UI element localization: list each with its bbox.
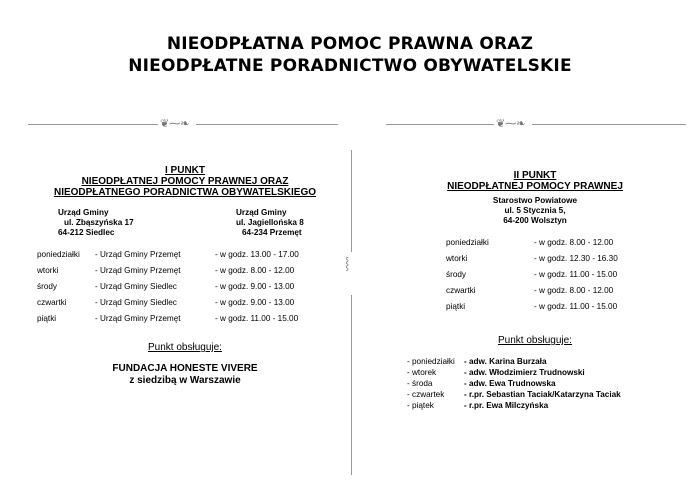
address-line: Urząd Gminy [236,208,287,217]
punkt1-serviced-by-label: Punkt obsługuje: [148,342,222,353]
schedule-place: - Urząd Gminy Przemęt [95,314,181,323]
punkt1-heading-2: NIEODPŁATNEJ POMOCY PRAWNEJ ORAZ [81,176,289,187]
address-line: 64-200 Wolsztyn [503,216,567,225]
schedule-day: czwartki [446,286,476,295]
schedule-hours: - w godz. 12.30 - 16.30 [534,254,618,263]
staff-day: - środa [407,379,433,388]
punkt1-heading-1: I PUNKT [165,165,205,176]
schedule-hours: - w godz. 8.00 - 12.00 [534,238,614,247]
schedule-hours: - w godz. 9.00 - 13.00 [215,298,295,307]
flourish-icon: ❦⁓❧ [160,118,190,130]
flourish-icon: ❦⁓❧ [496,118,526,130]
schedule-hours: - w godz. 8.00 - 12.00 [534,286,614,295]
address-line: ul. 5 Stycznia 5, [504,206,566,215]
schedule-hours: - w godz. 11.00 - 15.00 [215,314,299,323]
schedule-day: środy [446,270,467,279]
ornament-divider-left [28,118,338,130]
vertical-divider [351,150,352,252]
page-title-line-2: NIEODPŁATNE PORADNICTWO OBYWATELSKIE [128,56,572,76]
schedule-place: - Urząd Gminy Przemęt [95,266,181,275]
schedule-day: środy [37,282,58,291]
staff-day: - poniedziałki [407,357,455,366]
staff-day: - piątek [407,401,434,410]
staff-name: - r.pr. Ewa Milczyńska [464,401,549,410]
punkt2-heading-2: NIEODPŁATNEJ POMOCY PRAWNEJ [447,181,623,192]
punkt1-organization [30,363,340,387]
punkt1-header [30,165,340,198]
address-line: ul. Zbąszyńska 17 [64,218,134,227]
staff-name: - adw. Karina Burzała [464,357,547,366]
staff-name: - adw. Ewa Trudnowska [464,379,556,388]
address-line: Starostwo Powiatowe [492,196,578,205]
schedule-day: piątki [446,302,466,311]
punkt1-address-left [58,208,134,238]
punkt2-address [380,196,690,226]
schedule-day: czwartki [37,298,67,307]
punkt1-heading-3: NIEODPŁATNEGO PORADNICTWA OBYWATELSKIEGO [53,187,317,198]
schedule-day: poniedziałki [37,250,80,259]
punkt2-heading-1: II PUNKT [513,170,557,181]
schedule-hours: - w godz. 11.00 - 15.00 [534,302,618,311]
schedule-hours: - w godz. 9.00 - 13.00 [215,282,295,291]
schedule-day: poniedziałki [446,238,489,247]
schedule-place: - Urząd Gminy Siedlec [95,298,177,307]
address-line: ul. Jagiellońska 8 [236,218,304,227]
schedule-place: - Urząd Gminy Siedlec [95,282,177,291]
schedule-hours: - w godz. 13.00 - 17.00 [215,250,299,259]
organization-name: FUNDACJA HONESTE VIVERE [112,363,258,374]
staff-day: - czwartek [407,390,445,399]
punkt2-serviced-by-label: Punkt obsługuje: [498,335,572,346]
vertical-divider [351,295,352,475]
address-line: 64-212 Siedlec [58,228,115,237]
ornament-divider-right [386,118,686,130]
staff-name: - adw. Włodzimierz Trudnowski [464,368,585,377]
schedule-hours: - w godz. 11.00 - 15.00 [534,270,618,279]
address-line: 64-234 Przemęt [242,228,302,237]
flourish-icon: ⸾ [345,256,350,270]
staff-day: - wtorek [407,368,437,377]
schedule-place: - Urząd Gminy Przemęt [95,250,181,259]
page-title-line-1: NIEODPŁATNA POMOC PRAWNA ORAZ [166,34,534,54]
schedule-day: wtorki [446,254,468,263]
staff-name: - r.pr. Sebastian Taciak/Katarzyna Taciak [464,390,621,399]
address-line: Urząd Gminy [58,208,109,217]
punkt1-address-right [236,208,304,238]
schedule-hours: - w godz. 8.00 - 12.00 [215,266,295,275]
punkt2-header [380,170,690,192]
schedule-day: piątki [37,314,57,323]
schedule-day: wtorki [37,266,59,275]
organization-seat: z siedzibą w Warszawie [129,375,241,386]
